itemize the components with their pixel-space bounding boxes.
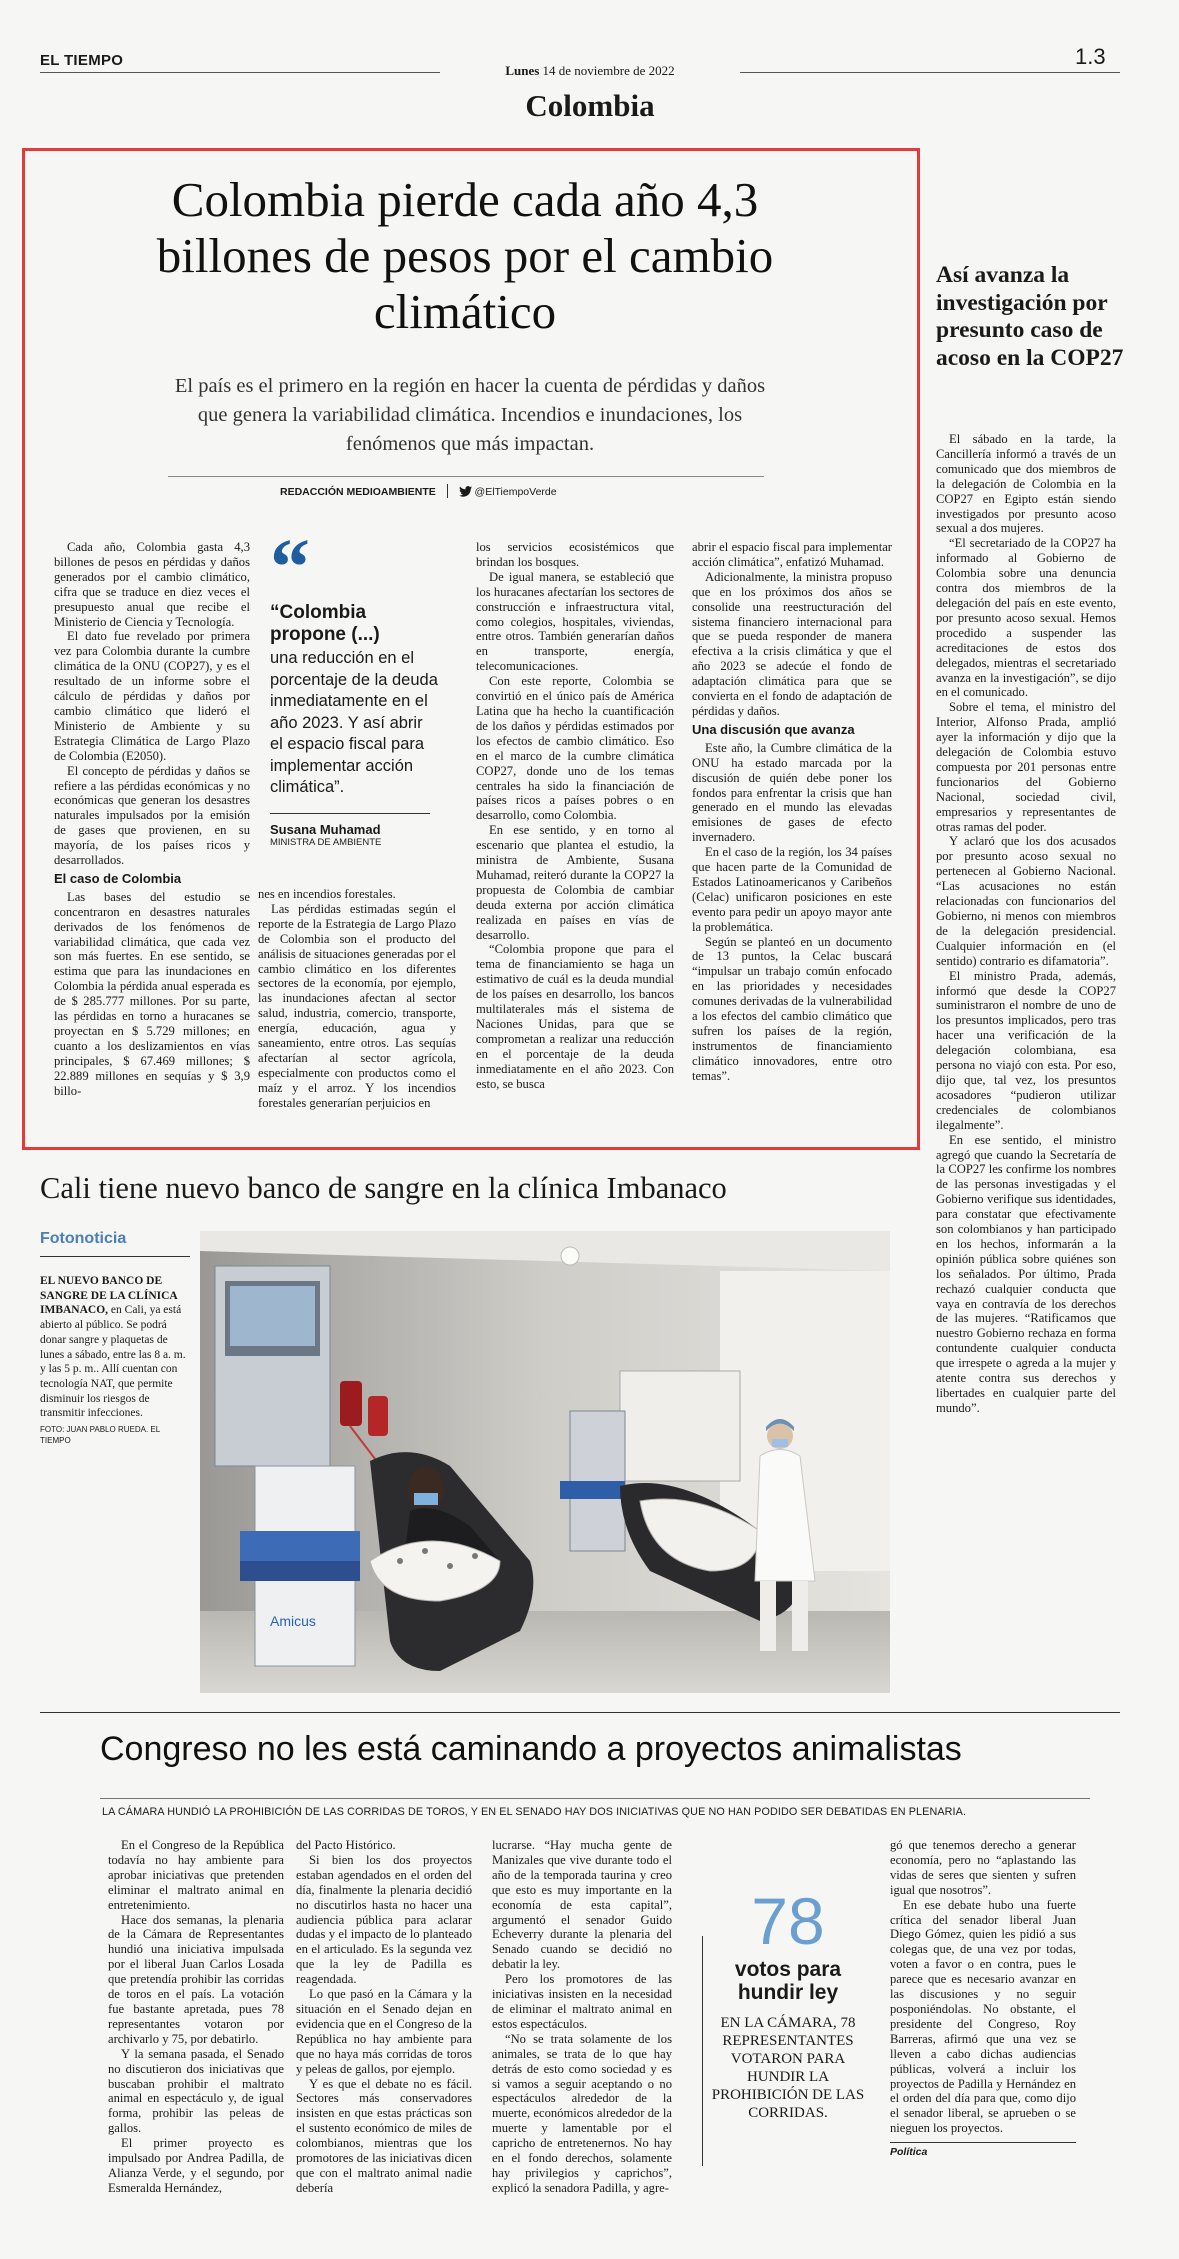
lead-paragraph: los servicios ecosistémicos que brindan los bosques. [476, 540, 674, 569]
masthead-rule-right [740, 72, 1120, 73]
twitter-icon [459, 486, 472, 500]
lead-paragraph: Con este reporte, Colombia se convirtió en el único país de América Latina que ha hecho la cuantificación de los daños y pérdidas estimados por los efectos de cambio climático. Eso en el marco de la cumbre climática COP27, donde uno de los temas centrales ha sido la financiación de países ricos a países pobres o en desarrollo, como Colombia. [476, 674, 674, 823]
stat-rule [702, 1936, 703, 2166]
lead-paragraph: El concepto de pérdidas y daños se refiere a las pérdidas económicas y no económicas que generan los desastres naturales impulsados por la emisión de gases que provienen, en su mayoría, de los países ricos y desarrollados. [54, 763, 250, 868]
bottom-paragraph: del Pacto Histórico. [296, 1838, 396, 1852]
sidebar-paragraph: El ministro Prada, además, informó que desde la COP27 suministraron el nombre de uno de los presuntos implicados, pero tras hacer una verificación de la delegación colombiana, esa persona no viajó con esta. Por eso, dijo que, tal vez, los presuntos acosadores “pudieron utilizar credenciales de colombianos ilegalmente”. [936, 968, 1116, 1132]
bottom-column-2 [296, 1838, 472, 2238]
bottom-paragraph: Y es que el debate no es fácil. Sectores más conservadores insisten en que estas prácticas son el sustento económico de miles de colombianos, mientras que los promotores de las iniciativas dicen que con el maltrato animal nadie debería [296, 2076, 472, 2195]
bottom-paragraph: Pero los promotores de las iniciativas insisten en la necesidad de eliminar el maltrato animal en estos espectáculos. [492, 1972, 672, 2031]
bottom-column-4 [890, 1838, 1076, 2238]
section-title: Colombia [525, 88, 655, 123]
sidebar-paragraph: Y aclaró que los dos acusados por presunto acoso sexual no pertenecen al Gobierno Nacional. “Las acusaciones no están relacionadas con funcionarios del Gobierno, ni menos con miembros de la delegación presidencial. Cualquier información en (el sentido) contrario es difamatoria”. [936, 834, 1116, 968]
bottom-paragraph: Y la semana pasada, el Senado no discutieron dos iniciativas que buscaban prohibir el maltrato animal en espectáculo y, de igual forma, prohibir las peleas de gallos. [108, 2046, 284, 2136]
lead-paragraph: Adicionalmente, la ministra propuso que en los próximos dos años se consolide una reestructuración del sistema financiero internacional para que se pueda responder de manera efectiva a la crisis climática y que el año 2023 se adecúe el fondo de adaptación climática para que se convierta en el fondo de adaptación de pérdidas y daños. [692, 569, 892, 718]
brand-logo: EL TIEMPO [40, 52, 124, 69]
photo-credit: FOTO: JUAN PABLO RUEDA. EL TIEMPO [40, 1425, 160, 1446]
lead-column-2 [258, 887, 456, 1130]
page-number: 1.3 [1075, 44, 1106, 69]
bottom-headline: Congreso no les está caminando a proyectos animalistas [100, 1730, 962, 1768]
lead-subhead: El país es el primero en la región en hacer la cuenta de pérdidas y daños que genera la variabilidad climática. Incendios e inundaciones, los fenómenos que más impactan. [174, 375, 766, 455]
bottom-deck: LA CÁMARA HUNDIÓ LA PROHIBICIÓN DE LAS CORRIDAS DE TOROS, Y EN EL SENADO HAY DOS INICIATIVAS QUE NO HAN PODIDO SER DEBATIDAS EN PLENARIA. [102, 1806, 967, 1818]
lead-paragraph: Cada año, Colombia gasta 4,3 billones de pesos en pérdidas y daños generados por el cambio climático, cifra que se traduce en diez veces el presupuesto anual que recibe el Ministerio de Ciencia y Tecnología. [54, 540, 250, 629]
quote-author: Susana Muhamad [270, 821, 381, 837]
photo-story-headline: Cali tiene nuevo banco de sangre en la clínica Imbanaco [40, 1171, 727, 1205]
photo-caption: EL NUEVO BANCO DE SANGRE DE LA CLÍNICA IMBANACO, en Cali, ya está abierto al público. Se podrá donar sangre y plaquetas de lunes a sábado, entre las 8 a. m. y las 5 p. m.. Allí cuentan con tecnología NAT, que permite disminuir los riesgos de transmitir infecciones. FOTO: JUAN PABLO RUEDA. EL TIEMPO [40, 1275, 186, 1446]
lead-paragraph: Según se planteó en un documento de 13 puntos, la Celac buscará “impulsar un trabajo común enfocado en las prioridades y necesidades comunes derivadas de la vulnerabilidad a los efectos del cambio climático que sufren los países de la región, instrumentos de financiamiento climático innovadores, entre otro temas”. [692, 934, 892, 1083]
stat-box [708, 1886, 868, 2122]
kicker-rule [40, 1256, 190, 1257]
bottom-column-1 [108, 1838, 284, 2238]
sidebar-paragraph: El sábado en la tarde, la Cancillería informó a través de un comunicado que dos miembros de la delegación de Colombia en la COP27 en Egipto están siendo investigados por presunto acoso sexual a dos mujeres. [936, 432, 1116, 536]
stat-text: EN LA CÁMARA, 78 REPRESENTANTES VOTARON PARA HUNDIR LA PROHIBICIÓN DE LAS CORRIDAS. [711, 2015, 865, 2121]
bottom-paragraph: Hace dos semanas, la plenaria de la Cámara de Representantes hundió una iniciativa impulsada por el liberal Juan Carlos Losada que pretendía prohibir las corridas de toros en el país. La votación fue bastante apretada, pues 78 representantes votaron por archivarlo y 75, por debatirlo. [108, 1912, 284, 2046]
lead-paragraph: En el caso de la región, los 34 países que hacen parte de la Comunidad de Estados Latinoamericanos y Caribeños (Celac) unificaron posiciones en este evento para pedir un apoyo mayor ante la problemática. [692, 845, 892, 934]
lead-paragraph: Las pérdidas estimadas según el reporte de la Estrategia de Largo Plazo de Colombia son el producto del análisis de situaciones generadas por el cambio climático en los diferentes sectores de la economía, por ejemplo, las inundaciones afectan al sector salud, industria, comercio, transporte, energía, educación, agua y saneamiento, entre otros. Las sequías afectarían al sector agrícola, especialmente con productos como el maíz y el arroz. Y los incendios forestales generarían perjuicios en [258, 901, 456, 1110]
bottom-paragraph: El primer proyecto es impulsado por Andrea Padilla, de Alianza Verde, y el segundo, por Esmeralda Hernández, [108, 2136, 284, 2195]
sidebar-body [936, 432, 1116, 1612]
byline-rule [168, 476, 764, 477]
lead-paragraph: nes en incendios forestales. [258, 887, 396, 901]
lead-paragraph: En ese sentido, y en torno al escenario que plantea el estudio, la ministra de Ambiente, Susana Muhamad, reiteró durante la COP27 la propuesta de Colombia de cambiar deuda externa por acción climática realizada en países en vías de desarrollo. [476, 823, 674, 942]
bottom-paragraph: “No se trata solamente de los animales, se trata de lo que hay detrás de esto como sociedad y es si vamos a seguir aceptando o no espectáculos alrededor de la muerte, económicos alrededor de la muerte y lamentable por el capricho de entretenernos. No hay en el fondo derechos, solamente hay privilegios y caprichos”, explicó la senadora Padilla, y agre- [492, 2031, 672, 2195]
lead-paragraph: Las bases del estudio se concentraron en desastres naturales derivados de los fenómenos de variabilidad climática, que cada vez son más fuertes. En ese sentido, se estima que para las inundaciones en Colombia la pérdida anual esperada es de $ 285.777 millones. Por su parte, las pérdidas en torno a huracanes se proyectan en $ 5.729 millones; en cuanto a los deslizamientos en vías principales, $ 67.469 millones; $ 22.889 millones en sequías y $ 3,9 billo- [54, 889, 250, 1098]
byline: REDACCIÓN MEDIOAMBIENTE @ElTiempoVerde [280, 486, 557, 498]
pull-quote [270, 524, 438, 848]
quote-author-role: MINISTRA DE AMBIENTE [270, 836, 382, 848]
issue-date: Lunes 14 de noviembre de 2022 [505, 63, 675, 78]
bottom-paragraph: En ese debate hubo una fuerte crítica del senador liberal Juan Diego Gómez, quien les pidió a sus colegas que, de una vez por todas, voten a favor o en contra, pues le parece que es necesario avanzar en las discusiones y no seguir posponiéndolas. No obstante, el presidente del Congreso, Roy Barreras, afirmó que una vez se lleven a cabo dichas audiencias públicas, volverá a incluir los proyectos de Padilla y Hernández en el orden del día para que, como dijo el senador liberal, se aprueben o se nieguen los proyectos. [890, 1897, 1076, 2136]
section-signoff: Política [890, 2146, 928, 2159]
masthead-rule-left [40, 72, 440, 73]
section-divider [40, 1712, 1120, 1713]
lead-paragraph: Este año, la Cumbre climática de la ONU ha estado marcada por la discusión de quién debe poner los fondos para enfrentar la crisis que han generado en el mundo las elevadas emisiones de gases de efecto invernadero. [692, 740, 892, 845]
lead-subsection-heading: Una discusión que avanza [692, 721, 855, 737]
bottom-column-3 [492, 1838, 672, 2238]
lead-paragraph: abrir el espacio fiscal para implementar acción climática”, enfatizó Muhamad. [692, 540, 892, 569]
twitter-handle[interactable]: @ElTiempoVerde [474, 486, 557, 498]
quote-mark-icon: “ [270, 524, 310, 612]
lead-paragraph: De igual manera, se estableció que los huracanes afectarían los sectores de construcción e infraestructura vital, como colegios, hospitales, viviendas, entre otros. También generarían daños en transporte, energía, telecomunicaciones. [476, 569, 674, 674]
bottom-paragraph: lucrarse. “Hay mucha gente de Manizales que vive durante todo el año de la temporada taurina y creo que esto es muy importante en la economía de esta capital”, argumentó el senador Guido Echeverry durante la plenaria del Senado cuando se decidió no debatir la ley. [492, 1838, 672, 1972]
sidebar-paragraph: Sobre el tema, el ministro del Interior, Alfonso Prada, amplió ayer la información y dijo que la delegación de Colombia estuvo compuesta por 201 personas entre funcionarios del Gobierno Nacional, sociedad civil, empresarios y representantes de otras ramas del poder. [936, 700, 1116, 834]
stat-label: votos para hundir ley [734, 1958, 842, 2004]
lead-column-4 [692, 540, 892, 1130]
lead-column-3 [476, 540, 674, 1130]
machine-brand: Amicus [270, 1613, 316, 1629]
photo-kicker: Fotonoticia [40, 1230, 127, 1247]
bottom-paragraph: Lo que pasó en la Cámara y la situación en el Senado dejan en evidencia que en el Congreso de la República no hay ambiente para que no haya más corridas de toros y peleas de gallos, por ejemplo. [296, 1987, 472, 2076]
blood-bank-photo [200, 1231, 890, 1693]
quote-lead: “Colombia propone (...) [270, 602, 380, 645]
quote-body: una reducción en el porcentaje de la deuda inmediatamente en el año 2023. Y así abrir el espacio fiscal para implementar acción climática”. [270, 649, 438, 796]
stat-number: 78 [751, 1884, 825, 1958]
bottom-paragraph: En el Congreso de la República todavía no hay ambiente para aprobar iniciativas que pretenden eliminar el maltrato animal en entretenimiento. [108, 1838, 284, 1912]
lead-subsection-heading: El caso de Colombia [54, 870, 182, 886]
sidebar-paragraph: En ese sentido, el ministro agregó que cuando la Secretaría de la COP27 les confirme los nombres de las personas investigadas y el Gobierno verifique sus identidades, para constatar que efectivamente son colombianos y han participado en los hechos, informarán a la opinión pública sobre quiénes son los señalados. Por último, Prada rechazó cualquier conducta que vaya en contravía de los derechos de las mujeres. “Ratificamos que nuestro Gobierno rechaza en forma contundente cualquier conducta que irrespete o agreda a la mujer y atente contra sus derechos y libertades en cualquier parte del mundo”. [936, 1132, 1116, 1415]
bottom-paragraph: Si bien los dos proyectos estaban agendados en el orden del día, finalmente la plenaria decidió no discutirlos hasta no hacer una audiencia pública para aclarar dudas y el impacto de lo planteado en el articulado. Es la segunda vez que la ley de Padilla es reagendada. [296, 1852, 472, 1987]
deck-rule [100, 1798, 1090, 1799]
bottom-paragraph: gó que tenemos derecho a generar economía, pero no “aplastando las vidas de seres que sienten y sufren igual que nosotros”. [890, 1838, 1076, 1897]
lead-headline: Colombia pierde cada año 4,3 billones de pesos por el cambio climático [156, 172, 774, 339]
lead-paragraph: El dato fue revelado por primera vez para Colombia durante la cumbre climática de la ONU (COP27), y es el resultado de un informe sobre el cálculo de pérdidas y daños por cambio climático que lideró el Ministerio de Ambiente y su Estrategia Climática de Largo Plazo de Colombia (E2050). [54, 629, 250, 763]
lead-column-1 [54, 540, 250, 1130]
sidebar-paragraph: “El secretariado de la COP27 ha informado al Gobierno de Colombia sobre una denuncia contra dos miembros de la delegación del país en este evento, por presunto acoso sexual. Hemos procedido a suspender las acreditaciones de estos dos delegados, mientras el secretariado avanza en la investigación”, se dijo en el comunicado. [936, 536, 1116, 700]
sidebar-headline: Así avanza la investigación por presunto caso de acoso en la COP27 [936, 262, 1124, 371]
lead-paragraph: “Colombia propone que para el tema de financiamiento se haga un estimativo de cuál es la deuda mundial de los países en desarrollo, los bancos multilaterales más el sistema de Naciones Unidas, para que se comprometan a realizar una reducción en el porcentaje de la deuda inmediatamente en el año 2023. Con esto, se busca [476, 942, 674, 1091]
